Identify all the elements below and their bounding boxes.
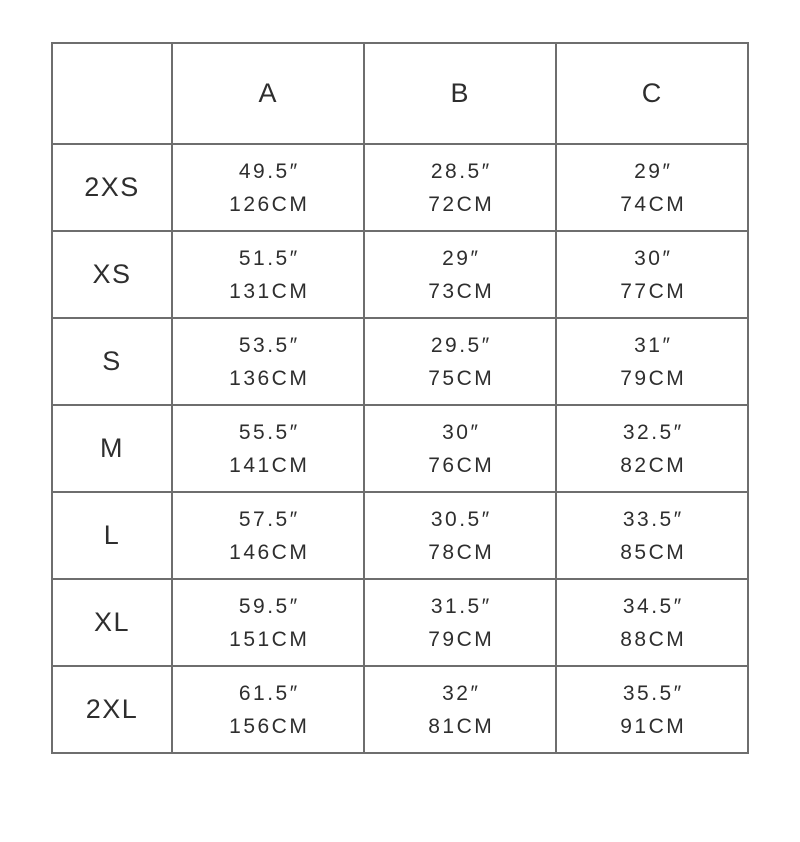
cm-value: 136CM xyxy=(229,366,310,390)
inches-value: 57.5″ xyxy=(238,507,300,531)
table-header-row xyxy=(52,43,748,144)
inches-value: 33.5″ xyxy=(622,507,684,531)
measurement-cell xyxy=(172,405,364,492)
cm-value: 131CM xyxy=(229,279,310,303)
inches-value: 51.5″ xyxy=(238,246,300,270)
cm-value: 91CM xyxy=(620,714,687,738)
cm-value: 156CM xyxy=(229,714,310,738)
measurement-cell xyxy=(364,579,556,666)
inches-value: 31″ xyxy=(634,333,673,357)
cm-value: 81CM xyxy=(428,714,495,738)
inches-value: 29″ xyxy=(442,246,481,270)
table-row xyxy=(52,405,748,492)
inches-value: 29.5″ xyxy=(430,333,492,357)
size-chart-table xyxy=(51,42,749,754)
measurement-cell xyxy=(172,231,364,318)
column-header-a: A xyxy=(172,43,364,144)
cm-value: 141CM xyxy=(229,453,310,477)
table-row xyxy=(52,666,748,753)
cm-value: 77CM xyxy=(620,279,687,303)
measurement-cell xyxy=(172,144,364,231)
cm-value: 72CM xyxy=(428,192,495,216)
size-label-2xs: 2XS xyxy=(52,144,172,231)
measurement-cell xyxy=(172,492,364,579)
inches-value: 30″ xyxy=(634,246,673,270)
cm-value: 88CM xyxy=(620,627,687,651)
measurement-cell xyxy=(556,144,748,231)
inches-value: 30.5″ xyxy=(430,507,492,531)
measurement-cell xyxy=(364,231,556,318)
inches-value: 30″ xyxy=(442,420,481,444)
inches-value: 61.5″ xyxy=(238,681,300,705)
size-label-xl: XL xyxy=(52,579,172,666)
inches-value: 34.5″ xyxy=(622,594,684,618)
table-row xyxy=(52,318,748,405)
cm-value: 75CM xyxy=(428,366,495,390)
column-header-c: C xyxy=(556,43,748,144)
column-header-b: B xyxy=(364,43,556,144)
cm-value: 85CM xyxy=(620,540,687,564)
cm-value: 79CM xyxy=(620,366,687,390)
inches-value: 59.5″ xyxy=(238,594,300,618)
inches-value: 28.5″ xyxy=(430,159,492,183)
size-label-s: S xyxy=(52,318,172,405)
measurement-cell xyxy=(172,579,364,666)
cm-value: 151CM xyxy=(229,627,310,651)
inches-value: 55.5″ xyxy=(238,420,300,444)
inches-value: 31.5″ xyxy=(430,594,492,618)
size-label-2xl: 2XL xyxy=(52,666,172,753)
measurement-cell xyxy=(172,666,364,753)
measurement-cell xyxy=(364,144,556,231)
measurement-cell xyxy=(172,318,364,405)
measurement-cell xyxy=(364,405,556,492)
inches-value: 53.5″ xyxy=(238,333,300,357)
inches-value: 32″ xyxy=(442,681,481,705)
inches-value: 29″ xyxy=(634,159,673,183)
inches-value: 49.5″ xyxy=(238,159,300,183)
inches-value: 35.5″ xyxy=(622,681,684,705)
header-corner-cell xyxy=(52,43,172,144)
size-label-xs: XS xyxy=(52,231,172,318)
cm-value: 76CM xyxy=(428,453,495,477)
table-row xyxy=(52,579,748,666)
table-row xyxy=(52,492,748,579)
cm-value: 126CM xyxy=(229,192,310,216)
cm-value: 78CM xyxy=(428,540,495,564)
measurement-cell xyxy=(556,405,748,492)
cm-value: 146CM xyxy=(229,540,310,564)
table-row xyxy=(52,231,748,318)
size-label-l: L xyxy=(52,492,172,579)
cm-value: 73CM xyxy=(428,279,495,303)
measurement-cell xyxy=(556,666,748,753)
measurement-cell xyxy=(556,492,748,579)
measurement-cell xyxy=(364,666,556,753)
measurement-cell xyxy=(556,231,748,318)
cm-value: 74CM xyxy=(620,192,687,216)
inches-value: 32.5″ xyxy=(622,420,684,444)
measurement-cell xyxy=(364,492,556,579)
measurement-cell xyxy=(556,318,748,405)
cm-value: 82CM xyxy=(620,453,687,477)
size-label-m: M xyxy=(52,405,172,492)
measurement-cell xyxy=(556,579,748,666)
measurement-cell xyxy=(364,318,556,405)
cm-value: 79CM xyxy=(428,627,495,651)
table-row xyxy=(52,144,748,231)
